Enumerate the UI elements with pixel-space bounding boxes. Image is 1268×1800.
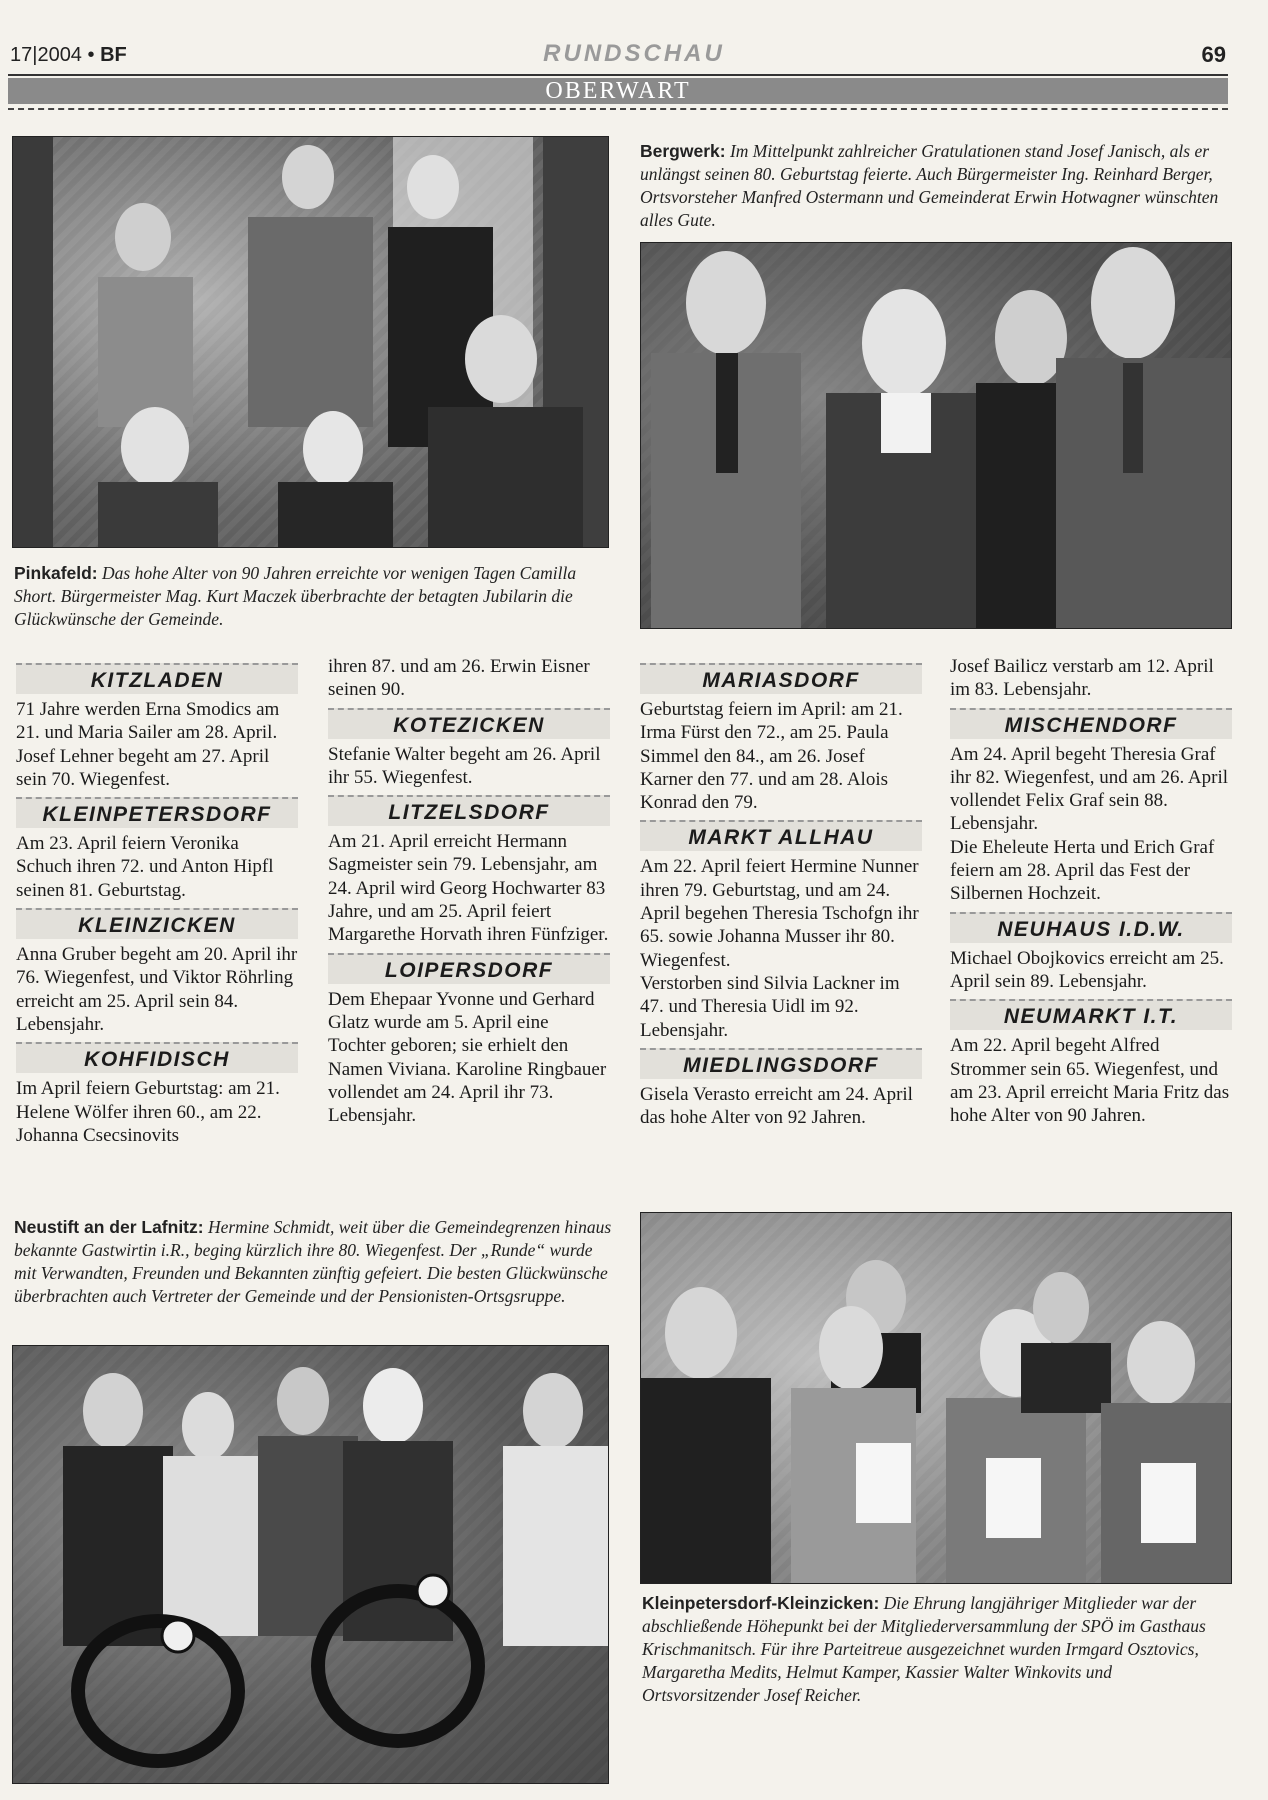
heading-neumarkt: NEUMARKT I.T. bbox=[950, 999, 1232, 1030]
text-kitzladen: 71 Jahre werden Erna Smodics am 21. und Maria Sailer am 28. April. Josef Lehner begeht am 27. April sein 70. Wiegenfest. bbox=[16, 699, 280, 790]
caption-pinkafeld-location: Pinkafeld: bbox=[14, 563, 98, 583]
section-band bbox=[8, 78, 1228, 104]
caption-kleinpetersdorf-location: Kleinpetersdorf-Kleinzicken: bbox=[642, 1593, 880, 1613]
text-loipersdorf: Dem Ehepaar Yvonne und Gerhard Glatz wurde am 5. April eine Tochter geboren; sie erhielt den Namen Viviana. Karoline Ringbauer vollendet am 24. April ihr 73. Lebensjahr. bbox=[328, 988, 607, 1127]
caption-bergwerk bbox=[640, 140, 1230, 232]
text-mariasdorf: Geburtstag feiern im April: am 21. Irma Fürst den 72., am 25. Paula Simmel den 84., am 26. Josef Karner den 77. und am 28. Alois Konrad den 79. bbox=[640, 699, 903, 814]
heading-kotezicken: KOTEZICKEN bbox=[328, 708, 610, 739]
caption-pinkafeld bbox=[14, 562, 614, 631]
caption-pinkafeld-text: Das hohe Alter von 90 Jahren erreichte vor wenigen Tagen Camilla Short. Bürgermeister Mag. Kurt Maczek überbrachte der betagten Jubilarin die Glückwünsche der Gemeinde. bbox=[14, 563, 577, 629]
photo-kleinpetersdorf-figures bbox=[641, 1213, 1231, 1583]
column-3 bbox=[640, 663, 922, 1129]
text-kleinpetersdorf: Am 23. April feiern Veronika Schuch ihren 72. und Anton Hipfl seinen 81. Geburtstag. bbox=[16, 833, 274, 901]
heading-neuhaus: NEUHAUS I.D.W. bbox=[950, 912, 1232, 943]
text-markt-allhau: Am 22. April feiert Hermine Nunner ihren 79. Geburtstag, und am 24. April begehen Theresia Tschofgn ihr 65. sowie Johanna Musser ihr 80. Wiegenfest. bbox=[640, 856, 919, 971]
text-litzelsdorf: Am 21. April erreicht Hermann Sagmeister sein 79. Lebensjahr, am 24. April wird Georg Hochwarter 83 Jahre, und am 25. April feiert Margarethe Horvath ihren Fünfziger. bbox=[328, 831, 609, 946]
heading-litzelsdorf: LITZELSDORF bbox=[328, 795, 610, 826]
header-rule bbox=[8, 74, 1228, 76]
heading-kitzladen: KITZLADEN bbox=[16, 663, 298, 694]
publication-title: RUNDSCHAU bbox=[543, 40, 725, 67]
text-kohfidisch-cont: ihren 87. und am 26. Erwin Eisner seinen 90. bbox=[328, 656, 590, 701]
text-neumarkt: Am 22. April begeht Alfred Strommer sein 65. Wiegenfest, und am 23. April erreicht Maria Fritz das hohe Alter von 90 Jahren. bbox=[950, 1035, 1230, 1127]
heading-kleinpetersdorf: KLEINPETERSDORF bbox=[16, 797, 298, 828]
heading-mariasdorf: MARIASDORF bbox=[640, 663, 922, 694]
heading-kohfidisch: KOHFIDISCH bbox=[16, 1042, 298, 1073]
caption-kleinpetersdorf-text: Die Ehrung langjähriger Mitglieder war der abschließende Höhepunkt bei der Mitgliederversammlung der SPÖ im Gasthaus Krischmanitsch. Für ihre Parteitreue ausgezeichnet wurden Irmgard Osztovics, Margaretha Medits, Helmut Kamper, Kassier Walter Winkovits und Ortsvorsitzender Josef Reicher. bbox=[642, 1593, 1206, 1705]
photo-bergwerk-figures bbox=[641, 243, 1231, 628]
text-neuhaus: Michael Obojkovics erreicht am 25. April sein 89. Lebensjahr. bbox=[950, 947, 1224, 992]
text-kleinzicken: Anna Gruber begeht am 20. April ihr 76. Wiegenfest, und Viktor Röhrling erreicht am 25. April sein 84. Lebensjahr. bbox=[16, 944, 298, 1035]
caption-neustift-text: Hermine Schmidt, weit über die Gemeindegrenzen hinaus bekannte Gastwirtin i.R., beging kürzlich ihre 80. Wiegenfest. Der „Runde“ wurde mit Verwandten, Freunden und Bekannten zünftig gefeiert. Die besten Glückwünsche überbrachten auch Vertreter der Gemeinde und der Pensionisten-Ortsgsruppe. bbox=[14, 1217, 612, 1306]
heading-miedlingsdorf: MIEDLINGSDORF bbox=[640, 1048, 922, 1079]
photo-pinkafeld-figures bbox=[13, 137, 608, 547]
heading-mischendorf: MISCHENDORF bbox=[950, 708, 1232, 739]
issue-number: 17|2004 bbox=[10, 44, 82, 66]
photo-neustift bbox=[12, 1345, 609, 1784]
heading-loipersdorf: LOIPERSDORF bbox=[328, 953, 610, 984]
text-mischendorf-wedding: Die Eheleute Herta und Erich Graf feiern am 28. April das Fest der Silbernen Hochzeit. bbox=[950, 836, 1215, 905]
caption-bergwerk-location: Bergwerk: bbox=[640, 141, 726, 161]
section-title: OBERWART bbox=[545, 78, 691, 104]
heading-markt-allhau: MARKT ALLHAU bbox=[640, 820, 922, 851]
caption-kleinpetersdorf bbox=[642, 1592, 1232, 1707]
caption-neustift bbox=[14, 1216, 614, 1308]
text-markt-allhau-deaths: Verstorben sind Silvia Lackner im 47. und Theresia Uidl im 92. Lebensjahr. bbox=[640, 972, 900, 1041]
photo-kleinpetersdorf bbox=[640, 1212, 1232, 1584]
text-mariasdorf-death: Josef Bailicz verstarb am 12. April im 83. Lebensjahr. bbox=[950, 656, 1214, 701]
column-4 bbox=[950, 655, 1232, 1127]
caption-neustift-location: Neustift an der Lafnitz: bbox=[14, 1217, 204, 1237]
caption-bergwerk-text: Im Mittelpunkt zahlreicher Gratulationen stand Josef Janisch, als er unlängst seinen 80. Geburtstag feierte. Auch Bürgermeister Ing. Reinhard Berger, Ortsvorsteher Manfred Ostermann und Gemeinderat Erwin Hotwagner wünschten alles Gute. bbox=[640, 141, 1219, 230]
text-kotezicken: Stefanie Walter begeht am 26. April ihr 55. Wiegenfest. bbox=[328, 743, 601, 788]
text-miedlingsdorf: Gisela Verasto erreicht am 24. April das hohe Alter von 92 Jahren. bbox=[640, 1083, 913, 1129]
edition-code: BF bbox=[100, 44, 127, 66]
text-mischendorf: Am 24. April begeht Theresia Graf ihr 82. Wiegenfest, und am 26. April vollendet Felix Graf sein 88. Lebensjahr. bbox=[950, 743, 1229, 835]
column-1 bbox=[16, 663, 298, 1147]
issue-info: 17|2004 • BF bbox=[10, 44, 127, 66]
photo-neustift-figures bbox=[13, 1346, 608, 1783]
photo-pinkafeld bbox=[12, 136, 609, 548]
photo-bergwerk bbox=[640, 242, 1232, 629]
column-2 bbox=[328, 655, 610, 1127]
text-kohfidisch: Im April feiern Geburtstag: am 21. Helene Wölfer ihren 60., am 22. Johanna Csecsinovits bbox=[16, 1078, 280, 1146]
page-number: 69 bbox=[1201, 42, 1226, 67]
header-dashed-rule bbox=[8, 108, 1228, 110]
heading-kleinzicken: KLEINZICKEN bbox=[16, 908, 298, 939]
